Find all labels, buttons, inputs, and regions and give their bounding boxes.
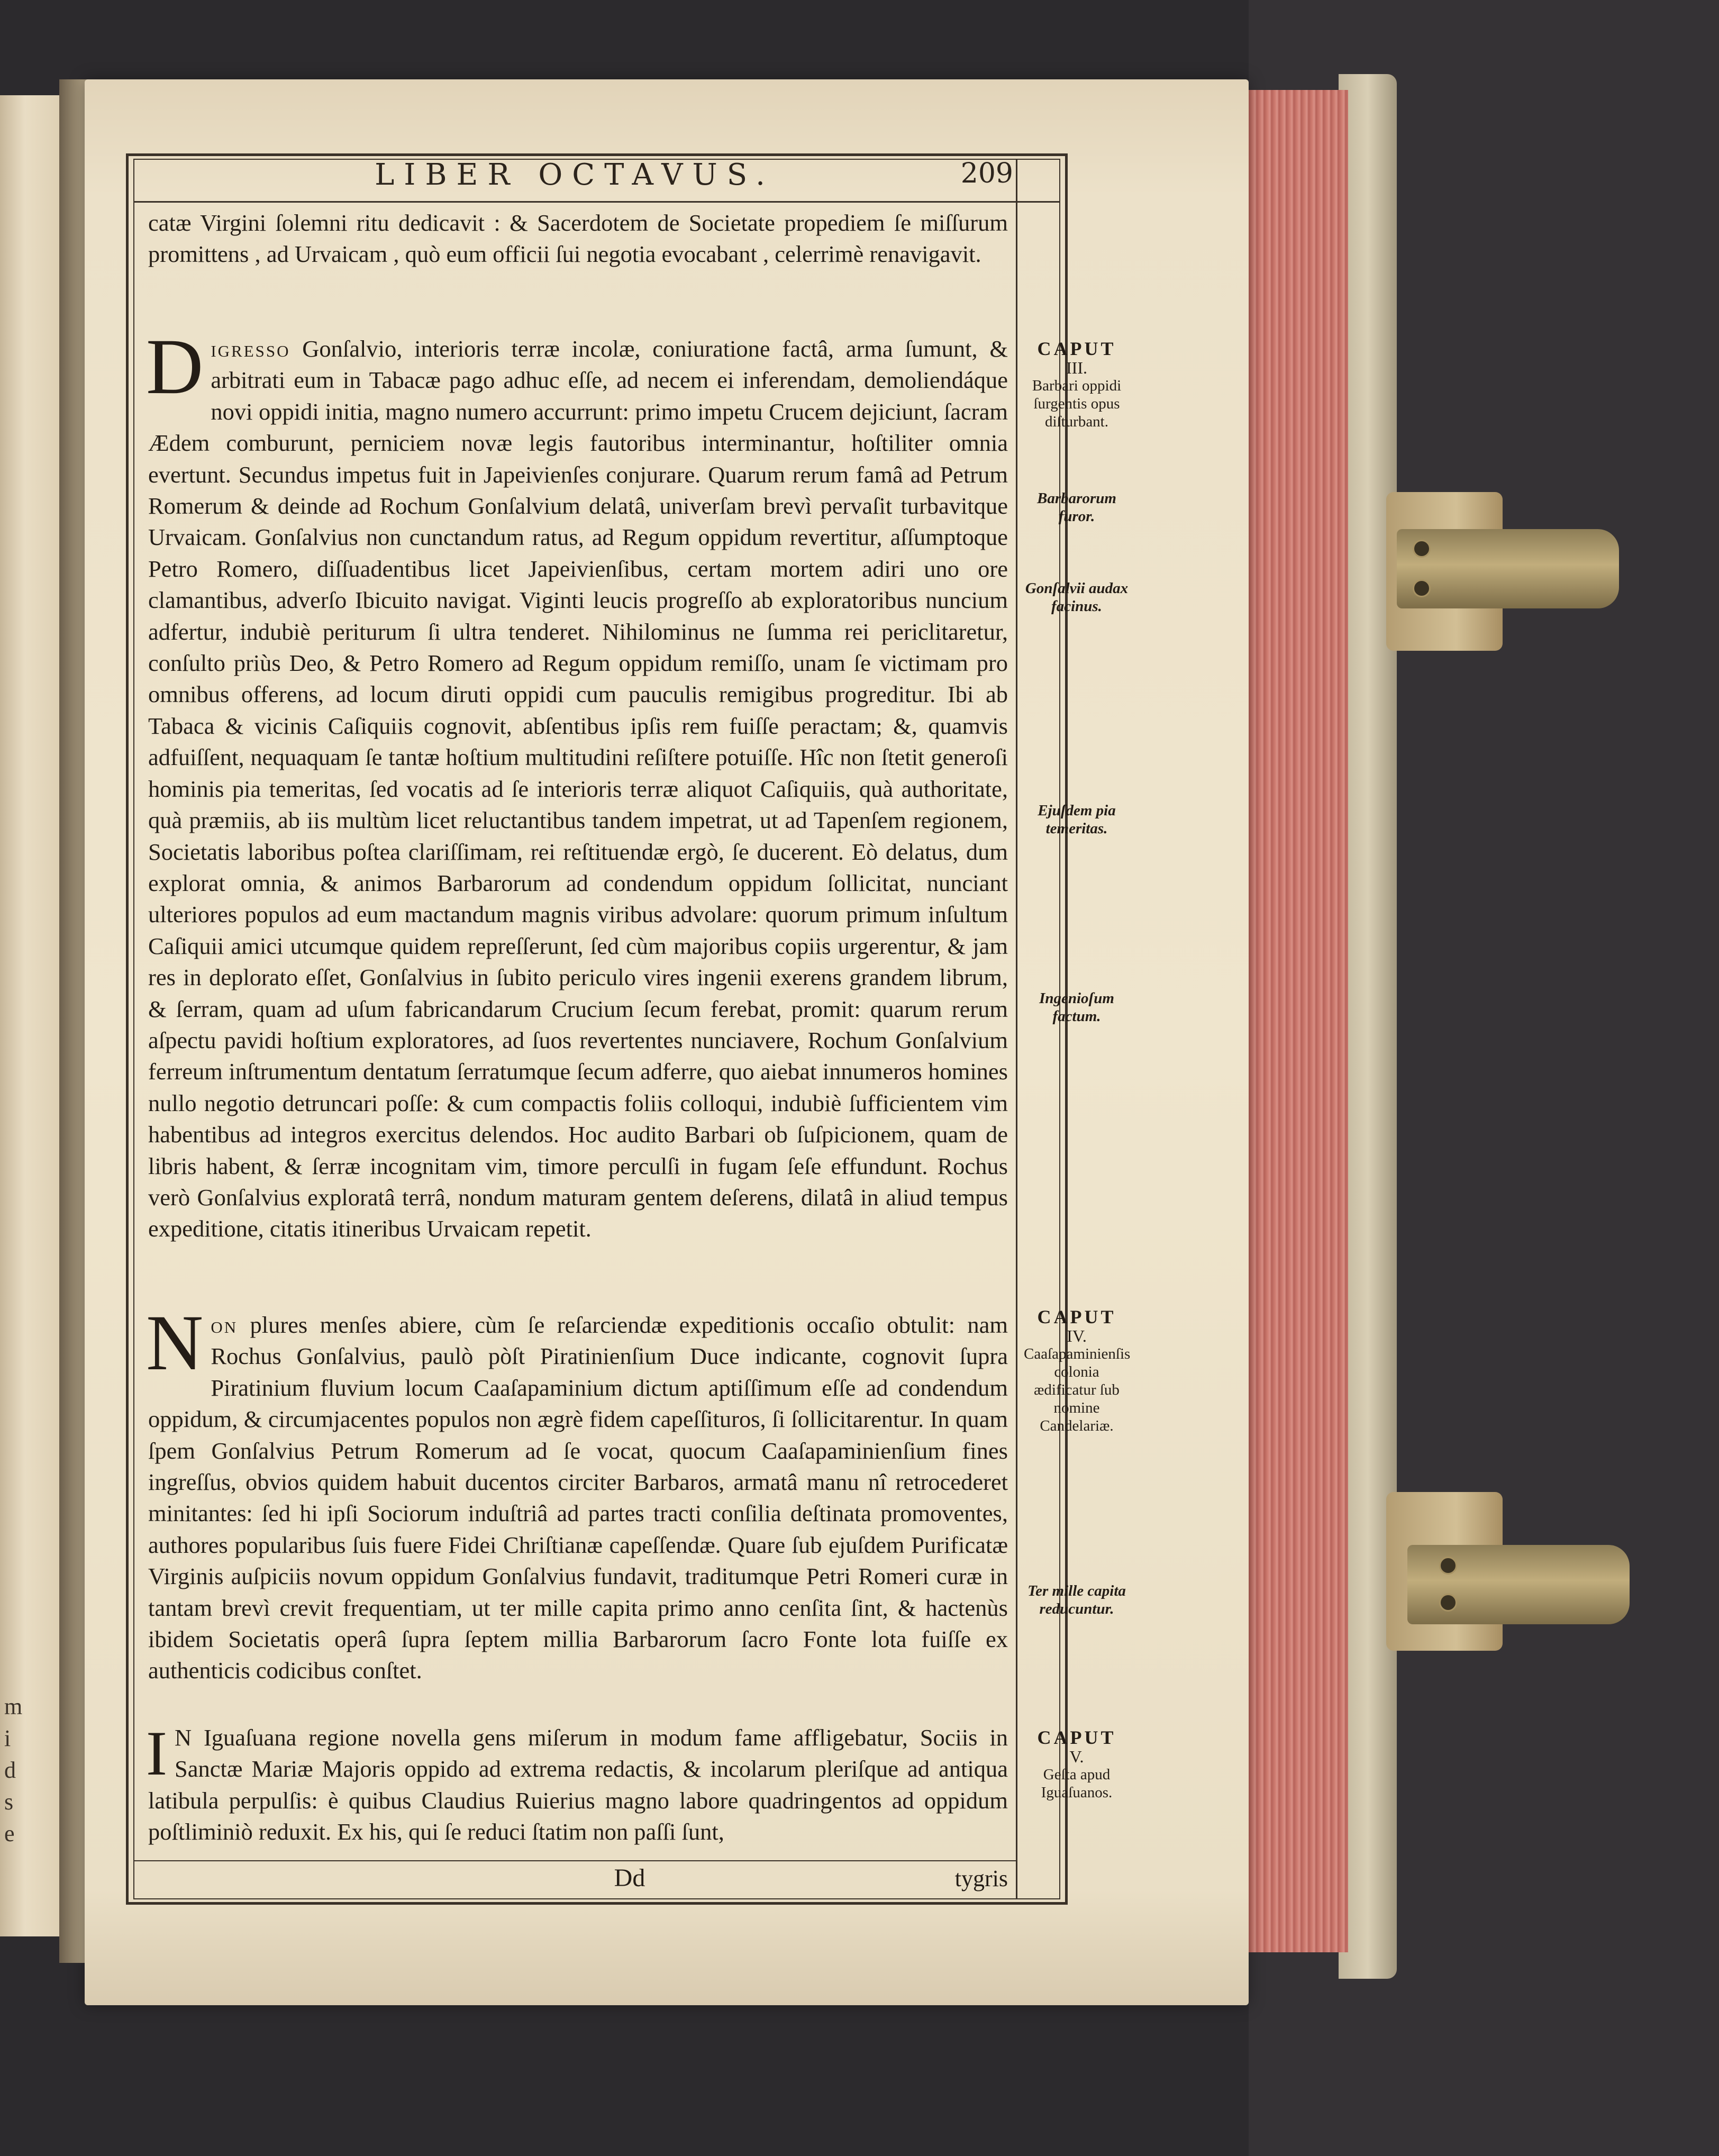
clasp-lower-metal — [1407, 1545, 1630, 1624]
caput-label: CAPUT — [1037, 338, 1116, 359]
drop-capital: I — [146, 1718, 167, 1788]
header-rule — [133, 201, 1060, 203]
paragraph-non-plures — [146, 1299, 1008, 1687]
caput-summary: Geſta apud Iguaſuanos. — [1041, 1766, 1113, 1801]
facing-page-letter: m — [4, 1694, 23, 1720]
paragraph-text: plures menſes abiere, cùm ſe reſarciendæ expeditionis occaſio obtulit: nam Rochus Gonſalvius, paulò pòſt Piratinienſium Duce indicante, cognovit ſupra Piratinium fluvium locum Caaſapaminium dictum aptiſſimum eſſe ad condendum oppidum, & circumjacentes populos non ægrè fidem capeſſituros, ſi ſollicitarentur. In quam ſpem Gonſalvius Petrum Romerum ad ſe vocat, quocum Caaſapaminienſium fines ingreſſus, obvios quidem habuit ducentos circiter Barbaros, armatâ manu nî retrocederet minitantes: ſed hi ipſi Sociorum induſtriâ ad partes tracti conſilia deſtinata promoventes, authores popularibus ſuis fuere Fidei Chriſtianæ capeſſendæ. Quare ſub ejuſdem Purificatæ Virginis auſpiciis novum oppidum Gonſalvius fundavit, traditumque Petri Romeri curæ in tantam brevì crevit frequentiam, ut ter mille capita primo anno cenſita ſint, & hactenùs ibidem Societatis operâ ſupra ſeptem millia Barbarorum ſacro Fonte lota fuiſſe ex authenticis codicibus conſtet. — [148, 1312, 1008, 1684]
margin-column-rule — [1016, 159, 1017, 1899]
drop-capital: D — [146, 323, 204, 411]
margin-note-caput-5 — [1024, 1727, 1130, 1802]
page-number: 209 — [960, 158, 1013, 189]
margin-note-caput-3 — [1024, 339, 1130, 431]
marginal-gloss: Ingenioſum factum. — [1039, 990, 1114, 1025]
small-caps-word: on — [211, 1312, 238, 1338]
facing-page-letter: i — [4, 1725, 11, 1751]
paragraph-text-block — [146, 323, 1008, 1245]
margin-note-barbarorum — [1024, 489, 1130, 525]
running-head: LIBER OCTAVUS. — [375, 158, 775, 192]
facing-page-letter: e — [4, 1821, 15, 1846]
margin-note-ter-mille — [1024, 1582, 1130, 1618]
caput-number: V. — [1069, 1747, 1084, 1766]
rivet-icon — [1439, 1557, 1457, 1575]
paragraph-text: Gonſalvio, interioris terræ incolæ, coniuratione factâ, arma ſumunt, & arbitrati eum in Tabacæ pago adhuc eſſe, ad necem ei inferendam, demoliendáque novi oppidi initia, magno numero accurrunt: primo impetu Crucem dejiciunt, ſacram Ædem comburunt, perniciem novæ legis fautoribus interminantur, hoſtiliter omnia evertunt. Secundus impetus fuit in Japeivienſes conjurare. Quarum rerum famâ ad Petrum Romerum & deinde ad Rochum Gonſalvium delatâ, univerſam brevì pervaſit turbavitque Urvaicam. Gonſalvius non cunctandum ratus, ad Regum oppidum revertitur, aſſumptoque Petro Romero, diſſuadentibus licet Japeivienſibus, certam mortem adiri uno ore clamantibus, adverſo Ibicuito navigat. Viginti leucis progreſſo ab exploratoribus nuncium adfertur, indubiè periturum ſi ultra tenderet. Nihilominus ne ſumma rei periclitaretur, conſulto priùs Deo, & Petro Romero ad Regum oppidum remiſſo, unam ſe victimam pro omnibus offerens, ad locum diruti oppidi cum pauculis remigibus progreditur. Ibi ab Tabaca & vicinis Caſiquiis cognovit, abſentibus ipſis rem fuiſſe peractam; &, quamvis adfuiſſent, nequaquam ſe tantæ hoſtium multitudini reſiſtere potuiſſe. Hîc non ſtetit generoſi hominis pia temeritas, ſed vocatis ad ſe interioris terræ aliquot Caſiquiis, quà authoritate, quà præmiis, ab iis multùm licet reluctantibus tandem impetrat, ut ad Tapenſem regionem, Societatis laboribus poſtea clariſſimam, rei reſtituendæ ergò, ſe ducerent. Eò delatus, dum explorat omnia, & animos Barbarorum ad condendum oppidum ſollicitat, nunciant ulteriores populos ad eum mactandum magnis viribus advolare: quorum primum inſultum Caſiquii amici utcumque quidem repreſſerunt, ſed cùm majoribus copiis urgerentur, & jam res in deplorato eſſet, Gonſalvius in ſubito periculo vires ingenii exerens grandem librum, & ſerram, quam ad uſum fabricandarum Crucium ſecum ferebat, promit: quarum rerum aſpectu pavidi hoſtium exploratores, ad ſuos revertentes nunciavere, Rochum Gonſalvium ferreum inſtrumentum dentatum ſerratumque ſecum adferre, quo aiebat innumeros homines nullo negotio detruncari poſſe: & cum compactis foliis colloqui, indubiè ſufficientem vim habentibus ad integros exercitus delendos. Hoc audito Barbari ob ſuſpicionem, quam de libris habent, & ſerræ incognitam vim, timore perculſi in fugam ſeſe effundunt. Rochus verò Gonſalvius exploratâ terrâ, nondum maturam gentem deſerens, dilatâ in aliud tempus expeditione, citatis itineribus Urvaicam repetit. — [148, 335, 1008, 1242]
paragraph-continuation — [148, 207, 1008, 270]
caput-summary: Caaſapaminienſis colonia ædificatur ſub nomine Candelariæ. — [1024, 1345, 1131, 1434]
facing-page-letter: s — [4, 1789, 14, 1815]
caput-summary: Barbari oppidi ſurgentis opus diſturbant. — [1032, 377, 1122, 430]
facing-page-edge — [0, 95, 63, 1936]
paragraph-iguasuana — [146, 1718, 1008, 1848]
margin-note-caput-4 — [1024, 1307, 1130, 1435]
marginal-gloss: Ter mille capita reducuntur. — [1027, 1582, 1126, 1617]
paragraph-text-block — [146, 1299, 1008, 1687]
paragraph-text: catæ Virgini ſolemni ritu dedicavit : & Sacerdotem de Societate propediem ſe miſſurum promittens , ad Urvaicam , quò eum officii ſui negotia evocabant , celerrimè renavigavit. — [148, 210, 1008, 268]
paragraph-text: N Iguaſuana regione novella gens miſerum in modum fame affligebatur, Sociis in Sanctæ Mariæ Majoris oppido ad extrema redactis, & incolarum pleriſque ad antiqua latibula perpulſis: è quibus Claudius Ruierius magno labore quadringentos ad oppidum poſtliminiò reduxit. Ex his, qui ſe reduci ſtatim non paſſi ſunt, — [148, 1724, 1008, 1845]
caput-label: CAPUT — [1037, 1306, 1116, 1327]
clasp-upper-metal — [1397, 529, 1619, 608]
red-fore-edge — [1241, 90, 1348, 1952]
drop-capital: N — [146, 1299, 204, 1387]
small-caps-word: igresso — [211, 335, 290, 362]
rivet-icon — [1413, 579, 1431, 597]
margin-note-ingeniosum — [1024, 989, 1130, 1025]
catchword: tygris — [954, 1866, 1008, 1891]
rivet-icon — [1413, 540, 1431, 558]
margin-note-gonsalvii — [1024, 579, 1130, 615]
facing-page-letter: d — [4, 1757, 16, 1783]
marginal-gloss: Gonſalvii audax facinus. — [1025, 580, 1129, 615]
signature-mark: Dd — [614, 1864, 645, 1892]
marginal-gloss: Ejuſdem pia temeritas. — [1038, 802, 1116, 837]
paragraph-text-block — [146, 1718, 1008, 1848]
margin-note-ejusdem — [1024, 802, 1130, 838]
footer-rule — [133, 1860, 1016, 1861]
caput-number: III. — [1066, 358, 1087, 377]
caput-number: IV. — [1067, 1326, 1087, 1345]
caput-label: CAPUT — [1037, 1727, 1116, 1748]
paragraph-digresso — [146, 323, 1008, 1245]
marginal-gloss: Barbarorum furor. — [1037, 490, 1116, 525]
rivet-icon — [1439, 1594, 1457, 1612]
